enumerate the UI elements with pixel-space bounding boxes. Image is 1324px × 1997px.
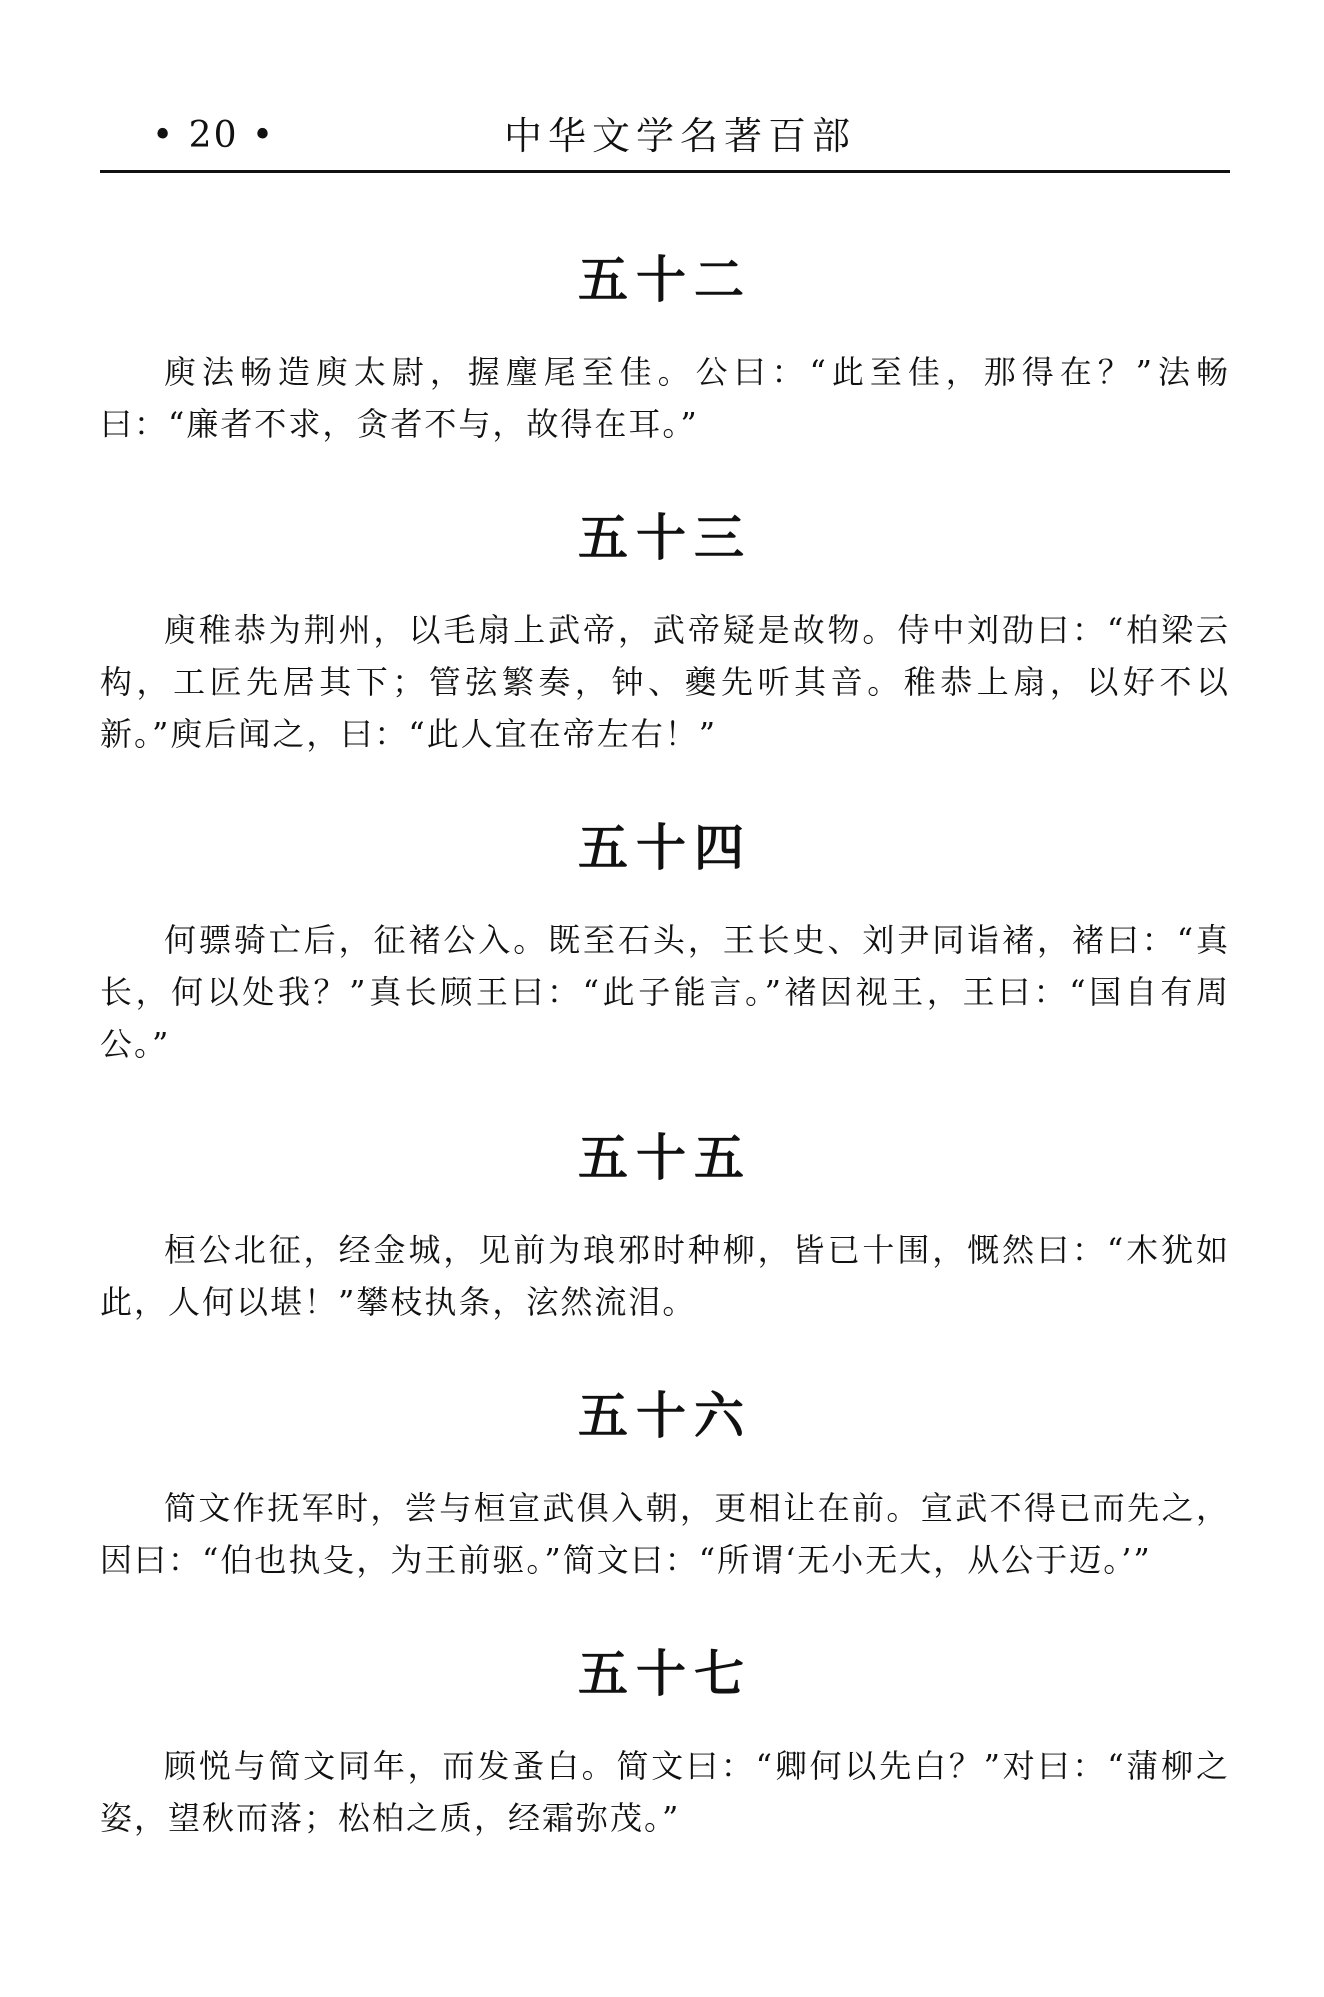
section-paragraph: 桓公北征，经金城，见前为琅邪时种柳，皆已十围，慨然曰：“木犹如此，人何以堪！”攀枝执条，泫然流泪。 <box>100 1231 1230 1321</box>
section-heading: 五十四 <box>578 819 752 877</box>
book-title: 中华文学名著百部 <box>503 114 856 158</box>
section-heading: 五十五 <box>578 1129 752 1187</box>
section-52 <box>100 250 1230 450</box>
section-paragraph: 何骠骑亡后，征褚公入。既至石头，王长史、刘尹同诣褚，褚曰：“真长，何以处我？”真长顾王曰：“此子能言。”褚因视王，王曰：“国自有周公。” <box>100 921 1230 1063</box>
section-heading: 五十二 <box>578 251 752 309</box>
section-heading: 五十三 <box>578 509 752 567</box>
section-paragraph: 庾稚恭为荆州，以毛扇上武帝，武帝疑是故物。侍中刘劭曰：“柏梁云构，工匠先居其下；管弦繁奏，钟、夔先听其音。稚恭上扇，以好不以新。”庾后闻之，曰：“此人宜在帝左右！” <box>100 611 1230 753</box>
section-heading: 五十六 <box>578 1387 752 1445</box>
page-body <box>100 250 1230 1902</box>
section-57 <box>100 1644 1230 1844</box>
section-54 <box>100 818 1230 1070</box>
section-paragraph: 顾悦与简文同年，而发蚤白。简文曰：“卿何以先白？”对曰：“蒲柳之姿，望秋而落；松柏之质，经霜弥茂。” <box>100 1747 1230 1837</box>
page-number: • 20 • <box>152 115 276 156</box>
section-heading: 五十七 <box>578 1645 752 1703</box>
section-paragraph: 庾法畅造庾太尉，握麈尾至佳。公曰：“此至佳，那得在？”法畅曰：“廉者不求，贪者不与，故得在耳。” <box>100 353 1230 443</box>
section-55 <box>100 1128 1230 1328</box>
section-paragraph: 简文作抚军时，尝与桓宣武俱入朝，更相让在前。宣武不得已而先之，因曰：“伯也执殳，为王前驱。”简文曰：“所谓‘无小无大，从公于迈。’” <box>100 1489 1230 1579</box>
section-56 <box>100 1386 1230 1586</box>
running-header <box>100 112 1230 170</box>
section-53 <box>100 508 1230 760</box>
header-divider <box>100 170 1230 173</box>
